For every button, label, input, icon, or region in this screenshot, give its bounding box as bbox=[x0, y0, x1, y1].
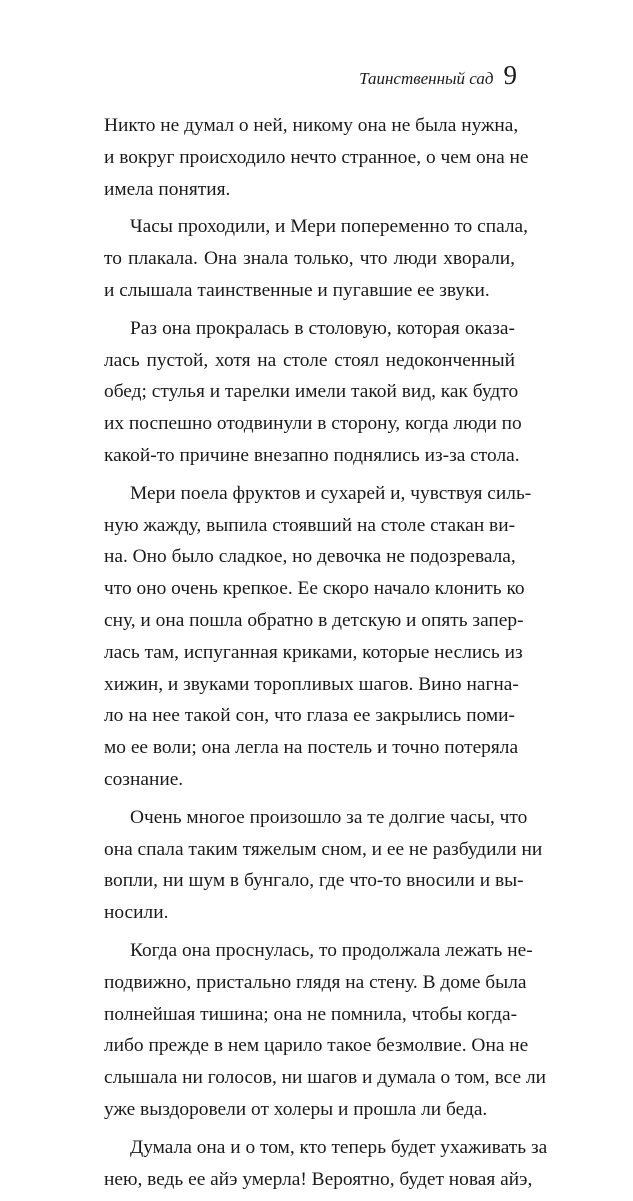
text-line: Никто не думал о ней, никому она не была нужна, bbox=[104, 115, 519, 136]
text-line: и слышала таинственные и пугавшие ее звуки. bbox=[104, 279, 490, 301]
text-line: что оно очень крепкое. Ее скоро начало клонить ко bbox=[104, 578, 525, 600]
text-line: уже выздоровели от холеры и прошла ли беда. bbox=[104, 1098, 488, 1120]
text-line: подвижно, пристально глядя на стену. В доме была bbox=[104, 971, 527, 993]
text-line: слышала ни голосов, ни шагов и думала о том, все ли bbox=[104, 1067, 546, 1089]
text-line: и вокруг происходило нечто странное, о чем она не bbox=[104, 146, 529, 168]
paragraph bbox=[104, 1132, 548, 1196]
paragraph bbox=[104, 802, 543, 929]
running-header bbox=[359, 62, 517, 89]
text-line: вопли, ни шум в бунгало, где что-то вносили и вы- bbox=[104, 870, 524, 892]
text-line: ную жажду, выпила стоявший на столе стакан ви- bbox=[104, 514, 516, 536]
paragraph bbox=[104, 313, 522, 472]
text-line: имела понятия. bbox=[104, 178, 231, 200]
text-line: какой-то причине внезапно поднялись из-за стола. bbox=[104, 444, 520, 466]
text-line: либо прежде в нем царило такое безмолвие. Она не bbox=[104, 1035, 529, 1057]
text-line: носили. bbox=[104, 902, 169, 924]
text-line: нею, ведь ее айэ умерла! Вероятно, будет новая айэ, bbox=[104, 1168, 533, 1190]
text-line: Часы проходили, и Мери попеременно то спала, bbox=[130, 216, 528, 238]
text-line: Когда она проснулась, то продолжала лежать не- bbox=[130, 939, 533, 961]
text-line: Мери поела фруктов и сухарей и, чувствуя силь- bbox=[130, 482, 532, 504]
body-text bbox=[104, 110, 548, 1201]
text-line: полнейшая тишина; она не помнила, чтобы когда- bbox=[104, 1003, 518, 1025]
text-line: она спала таким тяжелым сном, и ее не разбудили ни bbox=[104, 838, 543, 860]
text-line: мо ее воли; она легла на постель и точно потеряла bbox=[104, 737, 519, 759]
text-line: хижин, и звуками торопливых шагов. Вино нагна- bbox=[104, 673, 519, 695]
text-line: сну, и она пошла обратно в детскую и опять запер- bbox=[104, 609, 524, 631]
paragraph bbox=[104, 211, 528, 306]
text-line: Очень многое произошло за те долгие часы, что bbox=[130, 806, 528, 828]
paragraph bbox=[104, 935, 546, 1126]
text-line: лась там, испуганная криками, которые неслись из bbox=[104, 641, 523, 663]
page-number: 9 bbox=[503, 60, 517, 90]
text-line: на. Оно было сладкое, но девочка не подозревала, bbox=[104, 546, 516, 568]
text-line: то плакала. Она знала только, что люди хворали, bbox=[104, 248, 515, 270]
text-line: сознание. bbox=[104, 768, 184, 790]
text-line: Думала она и о том, кто теперь будет ухаживать за bbox=[130, 1136, 548, 1158]
paragraph bbox=[104, 478, 532, 796]
text-line: лась пустой, хотя на столе стоял недоконченный bbox=[104, 349, 515, 371]
text-line: их поспешно отодвинули в сторону, когда люди по bbox=[104, 413, 522, 435]
text-line: ло на нее такой сон, что глаза ее закрылись поми- bbox=[104, 705, 515, 727]
paragraph bbox=[104, 110, 529, 205]
text-line: Раз она прокралась в столовую, которая оказа- bbox=[130, 317, 515, 339]
book-title: Таинственный сад bbox=[359, 69, 494, 88]
text-line: обед; стулья и тарелки имели такой вид, как будто bbox=[104, 381, 519, 403]
